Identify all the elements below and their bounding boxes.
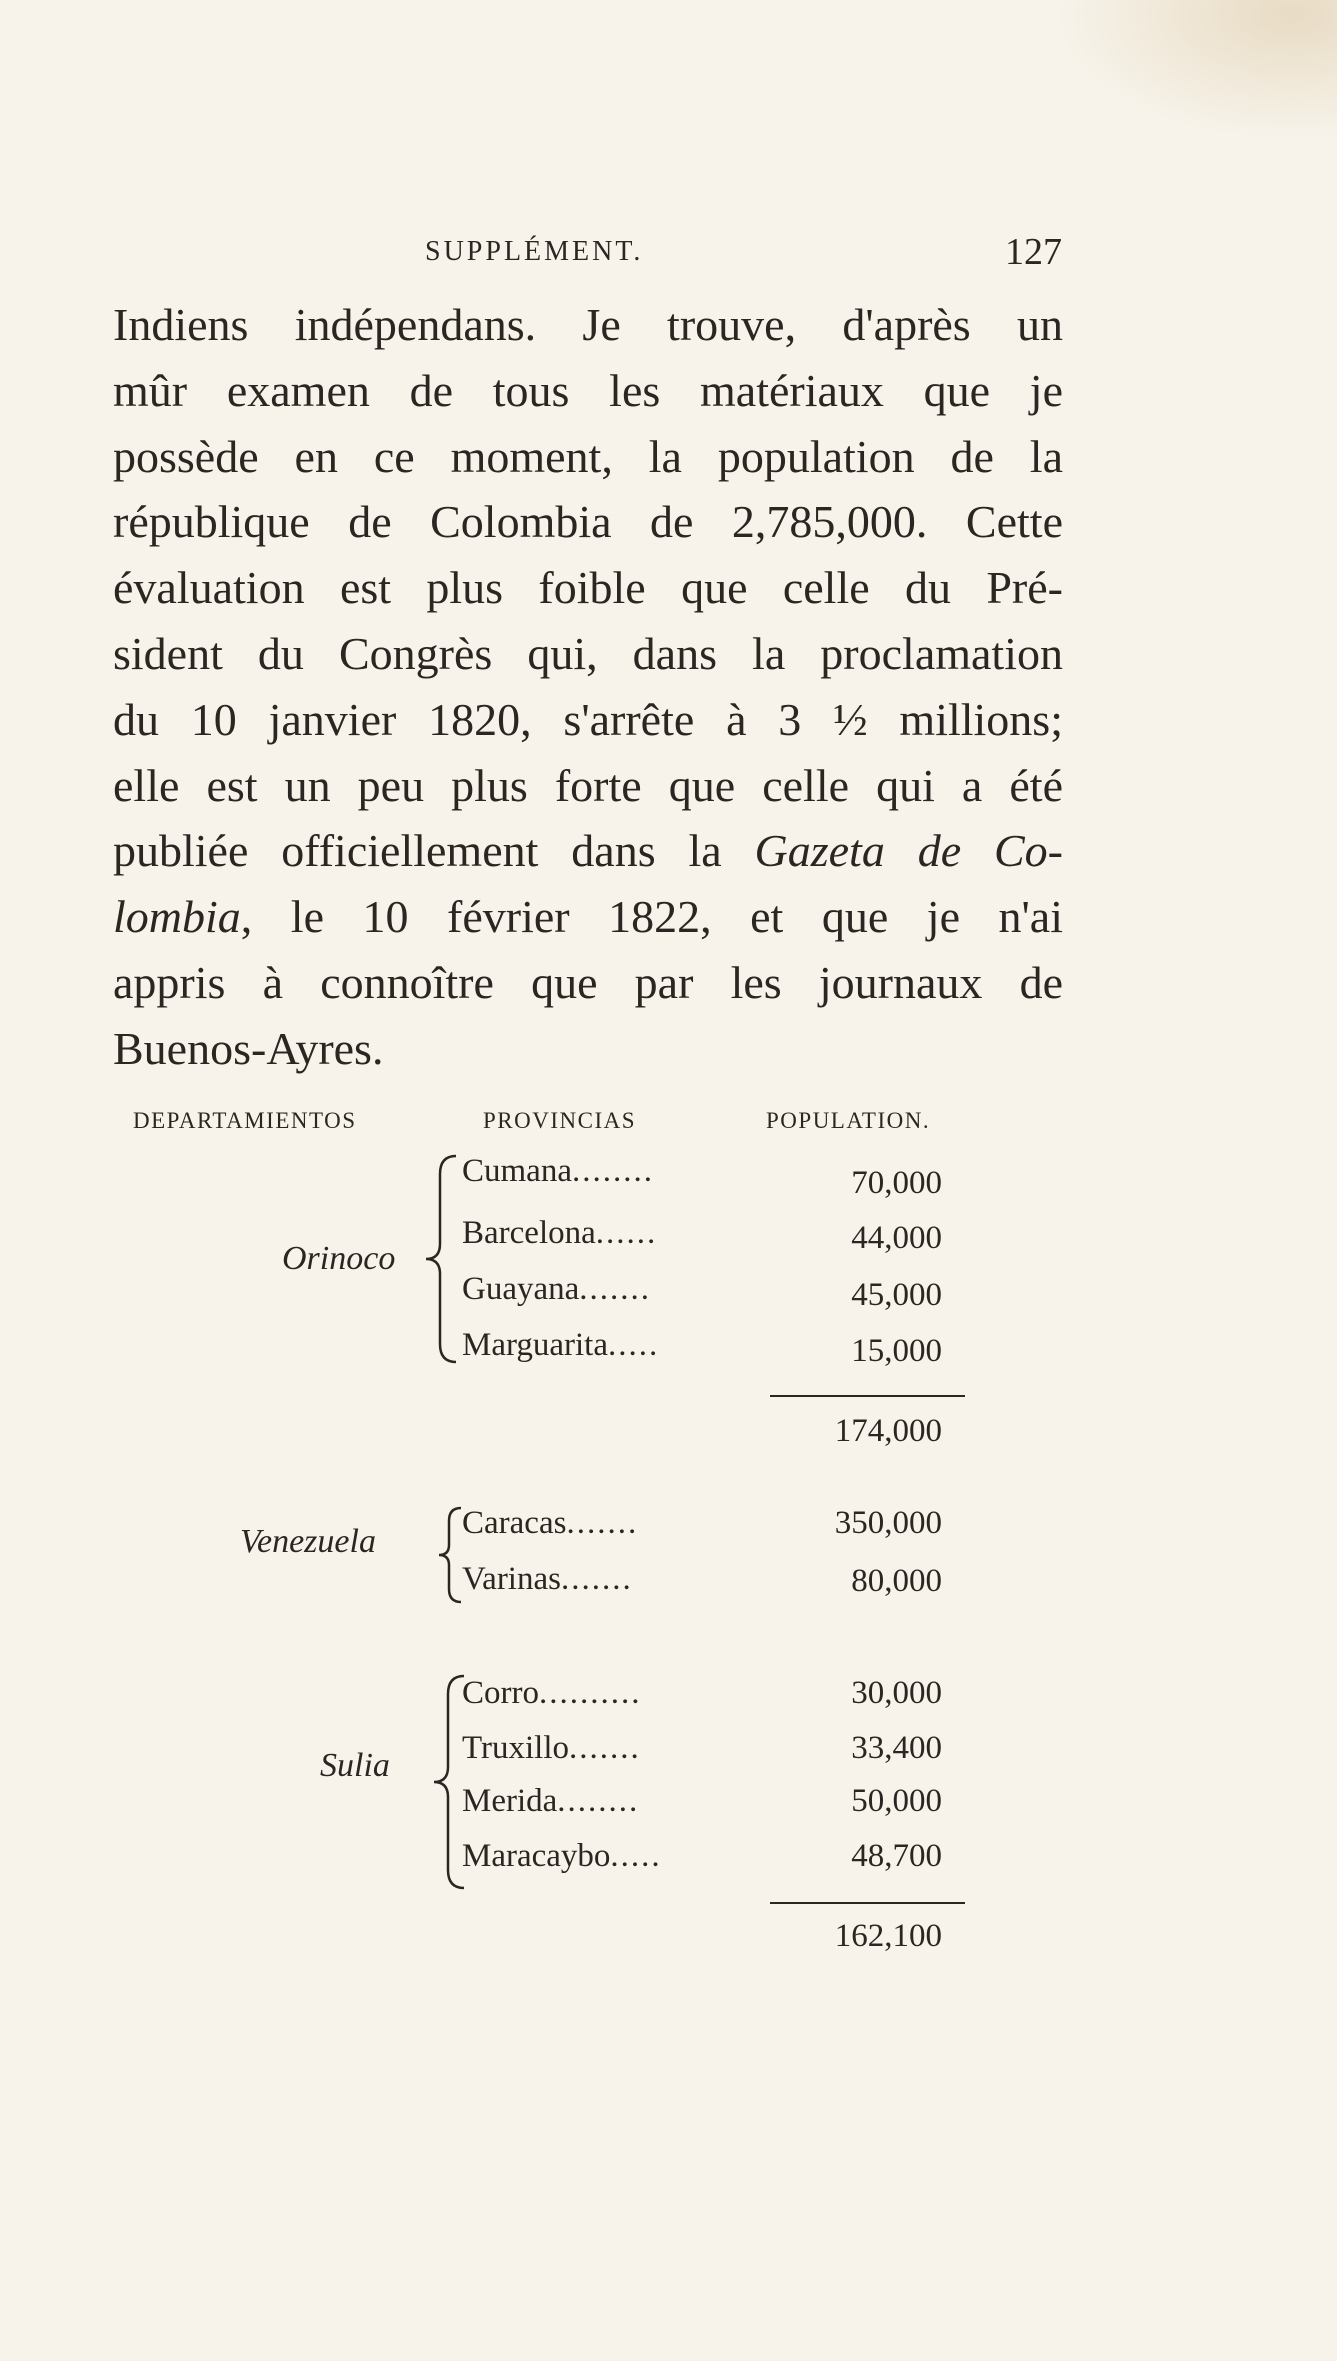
- leader-dots: .......: [566, 1505, 639, 1541]
- leader-dots: .......: [569, 1730, 641, 1766]
- population-value: 15,000: [851, 1333, 942, 1369]
- population-value: 48,700: [851, 1838, 942, 1874]
- total-rule: [770, 1395, 965, 1397]
- header-departamientos: DEPARTAMIENTOS: [133, 1108, 357, 1133]
- province-name: Varinas: [462, 1561, 561, 1597]
- body-line: elle est un peu plus forte que celle qui a été: [113, 759, 1063, 811]
- population-value: 50,000: [851, 1783, 942, 1819]
- page-number: 127: [1005, 231, 1062, 273]
- body-line: sident du Congrès qui, dans la proclamation: [113, 627, 1063, 679]
- total-orinoco: 174,000: [834, 1413, 942, 1449]
- leader-dots: .....: [610, 1838, 662, 1874]
- body-line: Indiens indépendans. Je trouve, d'après un: [113, 299, 1063, 350]
- header-population: POPULATION.: [766, 1108, 931, 1133]
- running-head-title: SUPPLÉMENT.: [425, 236, 644, 267]
- department-venezuela: Venezuela: [240, 1523, 376, 1560]
- body-line: du 10 janvier 1820, s'arrête à 3 ½ millions;: [113, 693, 1063, 745]
- province-name: Barcelona: [462, 1215, 596, 1251]
- province-name: Truxillo: [462, 1730, 569, 1766]
- department-orinoco: Orinoco: [282, 1240, 396, 1277]
- population-value: 30,000: [851, 1675, 942, 1711]
- leader-dots: .......: [560, 1561, 633, 1597]
- leader-dots: ..........: [539, 1675, 642, 1711]
- province-name: Caracas: [462, 1505, 567, 1541]
- province-name: Merida: [462, 1783, 558, 1819]
- total-sulia: 162,100: [834, 1918, 942, 1954]
- population-value: 350,000: [834, 1505, 942, 1541]
- province-name: Marguarita: [462, 1327, 609, 1363]
- body-line: Buenos-Ayres.: [113, 1022, 384, 1074]
- population-value: 45,000: [851, 1277, 942, 1313]
- population-value: 70,000: [851, 1165, 942, 1201]
- italic-gazeta: Gazeta de Co-: [754, 825, 1063, 877]
- header-provincias: PROVINCIAS: [483, 1108, 637, 1133]
- brace-venezuela: [435, 1505, 465, 1605]
- province-name: Corro: [462, 1675, 539, 1711]
- population-value: 80,000: [851, 1563, 942, 1599]
- body-line: appris à connoître que par les journaux de: [113, 956, 1063, 1008]
- leader-dots: .......: [579, 1271, 652, 1307]
- leader-dots: ........: [557, 1783, 640, 1819]
- brace-orinoco: [420, 1152, 460, 1366]
- body-line: possède en ce moment, la population de la: [113, 430, 1063, 482]
- body-line-text: publiée officiellement dans la: [113, 825, 755, 877]
- italic-lombia: lombia: [113, 891, 241, 943]
- body-line-text: , le 10 février 1822, et que je n'ai: [240, 891, 1063, 943]
- department-sulia: Sulia: [320, 1747, 390, 1784]
- leader-dots: ......: [595, 1215, 658, 1251]
- body-line: république de Colombia de 2,785,000. Cette: [113, 496, 1063, 548]
- province-name: Maracaybo: [462, 1838, 611, 1874]
- body-line: évaluation est plus foible que celle du Pré-: [113, 562, 1063, 614]
- population-value: 33,400: [851, 1730, 942, 1766]
- body-line: mûr examen de tous les matériaux que je: [113, 364, 1063, 416]
- population-value: 44,000: [851, 1220, 942, 1256]
- leader-dots: .....: [608, 1327, 660, 1363]
- total-rule: [770, 1902, 965, 1904]
- province-name: Cumana: [462, 1153, 572, 1189]
- province-name: Guayana: [462, 1271, 580, 1307]
- leader-dots: ........: [571, 1153, 654, 1189]
